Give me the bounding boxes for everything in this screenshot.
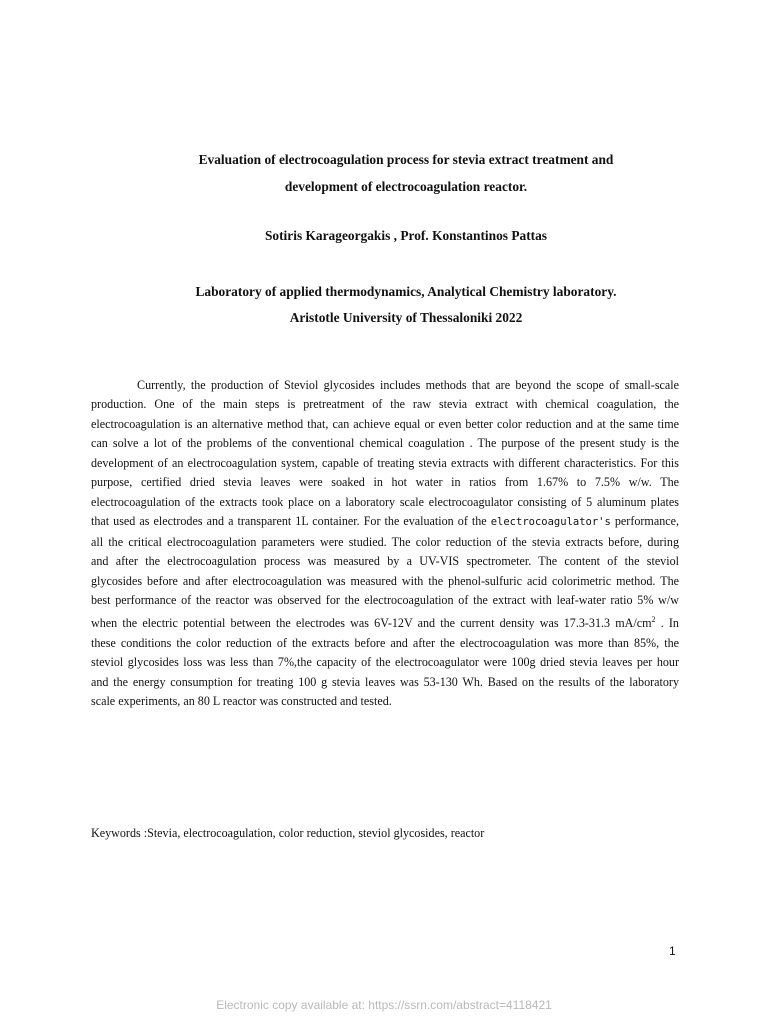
- superscript: 2: [651, 615, 656, 625]
- abstract-line: steviol glycosides loss was less than 7%,the capacity of the electrocoagulator were 100g dried stevia leaves per hour: [91, 655, 679, 670]
- abstract-line: [91, 610, 679, 633]
- title-line-1: Evaluation of electrocoagulation process for stevia extract treatment and: [198, 152, 614, 167]
- abstract-line: purpose, certified dried stevia leaves were soaked in hot water in ratios from 1.67% to 7.5% w/w. The: [91, 475, 679, 490]
- electrocoagulator-word: electrocoagulator's: [490, 516, 611, 529]
- abstract-line: electrocoagulation is an alternative method that, can achieve equal or even better color reduction and at the same time: [91, 416, 679, 431]
- author-list: Sotiris Karageorgakis , Prof. Konstantinos Pattas: [264, 228, 548, 243]
- abstract-line: development of an electrocoagulation system, capable of treating stevia extracts with different characteristics. For this: [91, 455, 679, 470]
- abstract-line: best performance of the reactor was observed for the electrocoagulation of the extract with leaf-water ratio 5% w/w: [91, 592, 679, 607]
- affiliation: [0, 279, 768, 331]
- page-number: 1: [669, 944, 676, 958]
- abstract-line: and the energy consumption for treating 100 g stevia leaves was 53-130 Wh. Based on the results of the laboratory: [91, 674, 679, 689]
- title-line-2: development of electrocoagulation reactor.: [284, 179, 528, 194]
- abstract-line: all the critical electrocoagulation parameters were studied. The color reduction of the stevia extracts before, during: [91, 534, 679, 549]
- abstract-text: . In: [655, 616, 679, 631]
- abstract-line: Currently, the production of Steviol glycosides includes methods that are beyond the scope of small-scale: [137, 378, 679, 392]
- affiliation-line-1: Laboratory of applied thermodynamics, Analytical Chemistry laboratory.: [195, 284, 617, 299]
- abstract-line: can solve a lot of the problems of the conventional chemical coagulation . The purpose of the present study is the: [91, 436, 679, 451]
- abstract-line: [91, 512, 679, 532]
- abstract-text: that used as electrodes and a transparent 1L container. For the evaluation of the: [91, 514, 491, 529]
- abstract-line: electrocoagulation of the extracts took place on a laboratory scale electrocoagulator consisting of 5 aluminum plates: [91, 494, 679, 509]
- ssrn-footer: Electronic copy available at: https://ssrn.com/abstract=4118421: [216, 998, 552, 1012]
- abstract: [91, 376, 679, 712]
- affiliation-line-2: Aristotle University of Thessaloniki 2022: [289, 310, 523, 325]
- abstract-line: production. One of the main steps is pretreatment of the raw stevia extract with chemical coagulation, the: [91, 397, 679, 412]
- keywords: Keywords :Stevia, electrocoagulation, color reduction, steviol glycosides, reactor: [91, 826, 485, 840]
- abstract-line: scale experiments, an 80 L reactor was constructed and tested.: [91, 694, 392, 709]
- abstract-text: performance,: [610, 514, 679, 529]
- abstract-text: when the electric potential between the electrodes was 6V-12V and the current density was 17.3-31.3 mA/cm: [91, 616, 652, 631]
- abstract-line: these conditions the color reduction of the extracts before and after the electrocoagulation was more than 85%, the: [91, 635, 679, 650]
- paper-title: [0, 146, 768, 200]
- abstract-line: and after the electrocoagulation process was measured by a UV-VIS spectrometer. The content of the steviol: [91, 554, 679, 569]
- abstract-line: glycosides before and after electrocoagulation was measured with the phenol-sulfuric acid colorimetric method. The: [91, 573, 679, 588]
